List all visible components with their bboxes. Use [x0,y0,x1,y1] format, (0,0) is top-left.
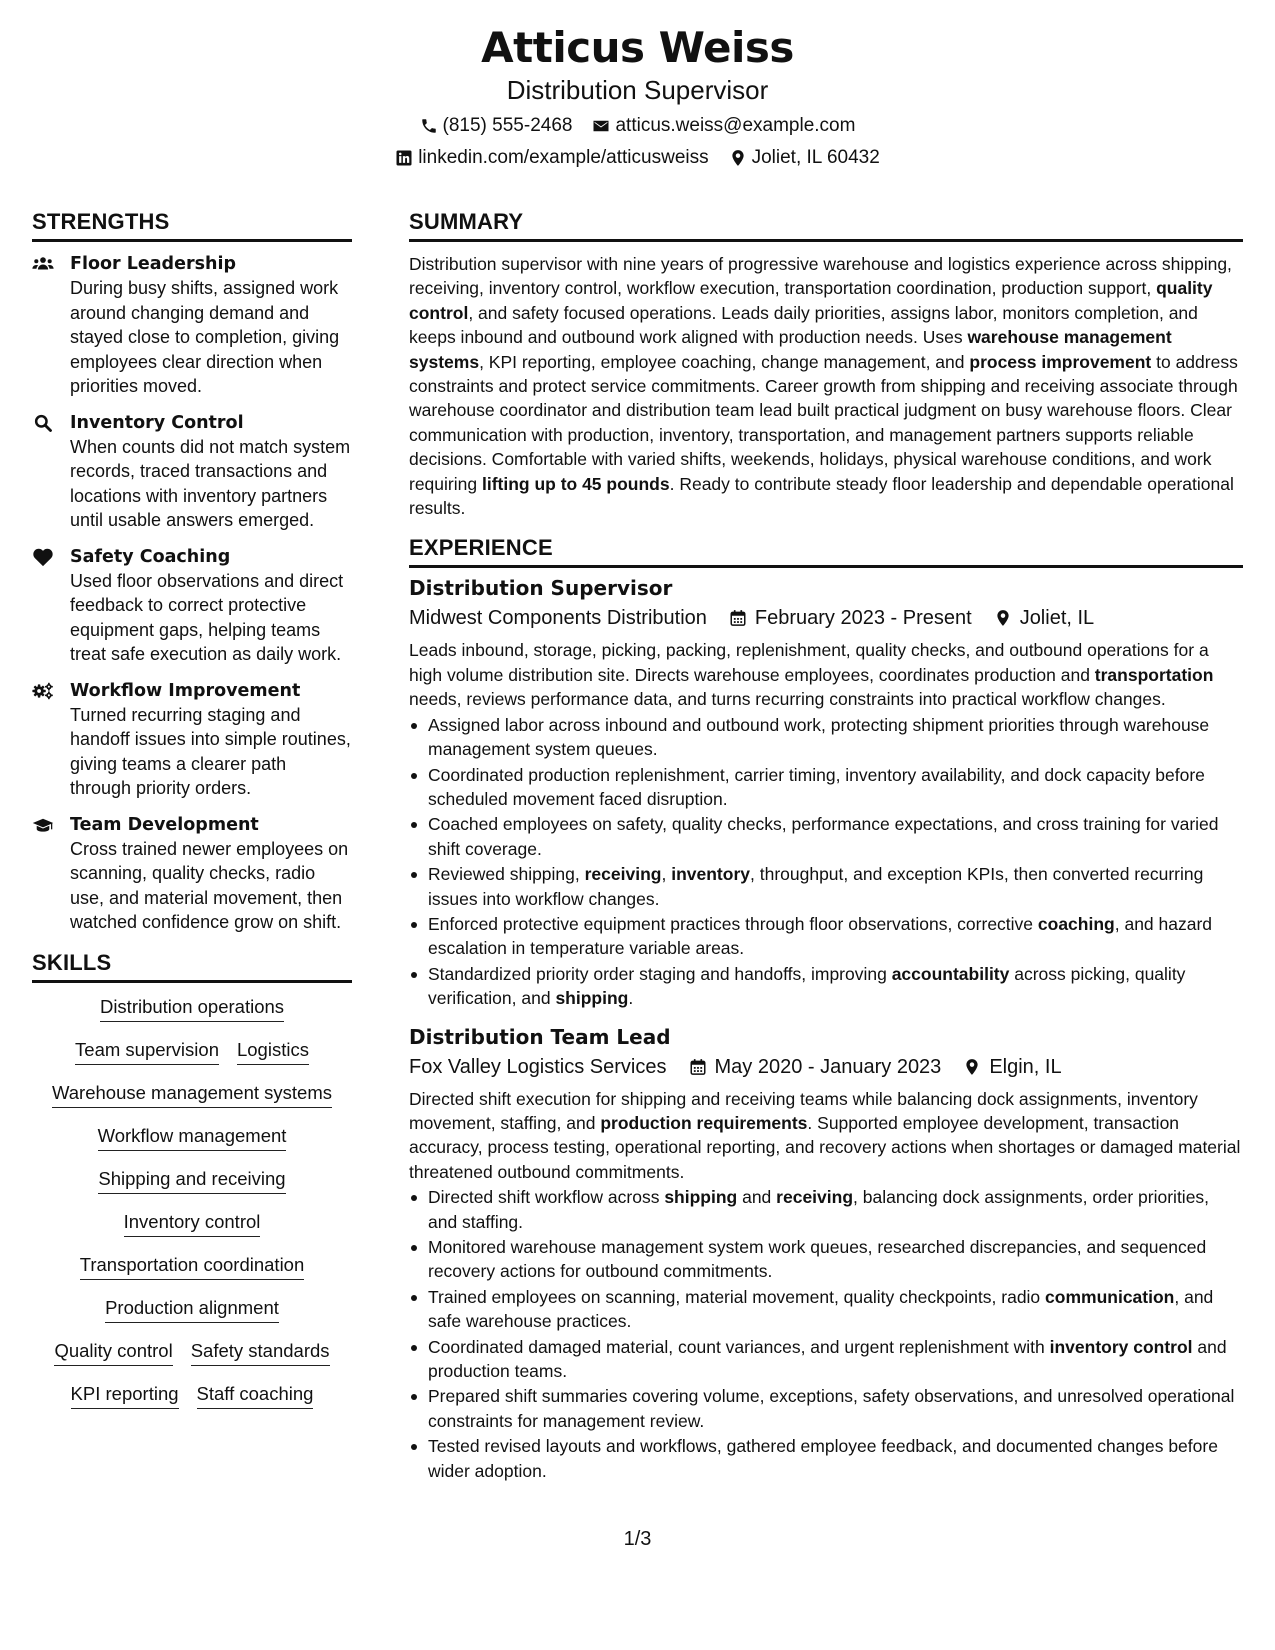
strengths-heading: STRENGTHS [32,208,352,242]
location-contact [729,146,880,170]
job-entry [409,574,1243,1010]
skill-tag: Team supervision [75,1038,219,1065]
bold-keyword: process improvement [969,351,1152,372]
list-item: Prepared shift summaries covering volume, exceptions, safety observations, and unresolved operational constraints for management review. [409,1384,1243,1433]
bold-keyword: quality control [409,278,1213,323]
skill-row [32,1210,352,1237]
right-column [409,208,1243,1484]
contact-row-2 [0,146,1275,170]
bold-keyword: transportation [1094,664,1214,685]
location-text: Joliet, IL 60432 [751,147,880,168]
strength-item [32,813,352,935]
strength-title: Inventory Control [70,412,244,433]
job-description: Directed shift execution for shipping and receiving teams while balancing dock assignments, inventory movement, staffing, and production requirements. Supported employee development, transaction accuracy, process testing, operational reporting, and recovery actions when shortages or damaged material threatened outbound commitments. [409,1088,1241,1182]
bold-keyword: shipping [555,988,629,1009]
company-name: Fox Valley Logistics Services [409,1055,667,1078]
skill-row [32,1296,352,1323]
bold-keyword: inventory [671,864,750,885]
strength-item [32,679,352,801]
job-meta [409,604,1243,632]
skill-tag: Workflow management [98,1124,287,1151]
phone-icon [420,117,438,135]
strength-title: Workflow Improvement [70,680,301,701]
skill-row [32,1339,352,1366]
phone-text: (815) 555-2468 [442,115,573,136]
bold-keyword: lifting up to 45 pounds [481,473,670,494]
list-item: Tested revised layouts and workflows, gathered employee feedback, and documented changes before wider adoption. [409,1434,1243,1483]
linkedin-text[interactable]: linkedin.com/example/atticusweiss [418,147,709,168]
candidate-name: Atticus Weiss [481,23,794,72]
skill-tag: Inventory control [124,1210,261,1237]
graduation-cap-icon [32,813,70,935]
skill-row [32,1038,352,1065]
linkedin-icon [395,149,413,167]
skill-tag: Logistics [237,1038,309,1065]
left-column [32,208,352,1425]
bold-keyword: accountability [891,963,1010,984]
skill-tag: Production alignment [105,1296,279,1323]
envelope-icon [592,117,610,135]
strength-body [70,679,352,801]
strength-description: Used floor observations and direct feedback to correct protective equipment gaps, helping teams treat safe execution as daily work. [70,570,344,664]
skill-tag: Shipping and receiving [98,1167,285,1194]
strength-item [32,411,352,533]
job-location: Elgin, IL [989,1055,1062,1078]
bold-keyword: receiving [776,1187,854,1208]
map-pin-icon [994,609,1012,627]
skills-list [32,995,352,1409]
strength-body [70,252,352,399]
list-item: Coordinated production replenishment, carrier timing, inventory availability, and dock capacity before scheduled movement faced disruption. [409,763,1243,812]
strength-description: Cross trained newer employees on scanning, quality checks, radio use, and material movement, then watched confidence grow on shift. [70,838,349,932]
map-pin-icon [729,149,747,167]
experience-heading: EXPERIENCE [409,534,1243,568]
list-item: Coordinated damaged material, count variances, and urgent replenishment with inventory control and production teams. [409,1335,1243,1384]
list-item: Coached employees on safety, quality checks, performance expectations, and cross training for varied shift coverage. [409,812,1243,861]
linkedin-contact[interactable] [395,146,708,170]
email-contact[interactable] [592,114,855,138]
calendar-icon [729,609,747,627]
skill-row [32,1124,352,1151]
job-location: Joliet, IL [1019,607,1095,630]
bold-keyword: warehouse management systems [409,327,1172,372]
strengths-list [32,252,352,935]
users-icon [32,252,70,399]
candidate-title: Distribution Supervisor [506,75,769,105]
email-text[interactable]: atticus.weiss@example.com [615,115,856,136]
search-icon [32,411,70,533]
skill-tag: Distribution operations [100,995,284,1022]
phone-contact [420,114,573,138]
strength-body [70,545,352,667]
list-item: Reviewed shipping, receiving, inventory, throughput, and exception KPIs, then converted recurring issues into workflow changes. [409,862,1243,911]
strength-title: Team Development [70,814,259,835]
job-entry [409,1023,1243,1484]
skill-tag: Quality control [54,1339,172,1366]
list-item: Trained employees on scanning, material movement, quality checkpoints, radio communication, and safe warehouse practices. [409,1285,1243,1334]
skill-tag: Staff coaching [197,1382,314,1409]
skill-tag: Warehouse management systems [52,1081,332,1108]
contact-row-1 [0,114,1275,138]
skill-row [32,1167,352,1194]
bold-keyword: production requirements [600,1112,808,1133]
summary-text: Distribution supervisor with nine years of progressive warehouse and logistics experience across shipping, receiving, inventory control, workflow execution, transportation coordination, production support, quality control, and safety focused operations. Leads daily priorities, assigns labor, monitors completion, and keeps inbound and outbound work aligned with production needs. Uses warehouse management systems, KPI reporting, employee coaching, change management, and process improvement to address constraints and protect service commitments. Career growth from shipping and receiving associate through warehouse coordinator and distribution team lead built practical judgment on busy warehouse floors. Clear communication with production, inventory, transportation, and management partners supports reliable decisions. Comfortable with varied shifts, weekends, holidays, physical warehouse conditions, and work requiring lifting up to 45 pounds. Ready to contribute steady floor leadership and dependable operational results. [409,254,1238,519]
gears-icon [32,679,70,801]
strength-item [32,252,352,399]
list-item: Standardized priority order staging and handoffs, improving accountability across picking, quality verification, and shipping. [409,962,1243,1011]
job-bullets [409,713,1243,1011]
map-pin-icon [963,1058,981,1076]
list-item: Directed shift workflow across shipping and receiving, balancing dock assignments, order priorities, and staffing. [409,1185,1243,1234]
bold-keyword: inventory control [1049,1336,1193,1357]
bold-keyword: receiving [584,864,662,885]
skills-heading: SKILLS [32,949,352,983]
strength-description: Turned recurring staging and handoff issues into simple routines, giving teams a clearer path through priority orders. [70,704,351,798]
job-dates: May 2020 - January 2023 [714,1055,942,1078]
skill-row [32,1253,352,1280]
strength-description: During busy shifts, assigned work around changing demand and stayed close to completion, giving employees clear direction when priorities moved. [70,278,340,396]
strength-body [70,813,352,935]
calendar-icon [689,1058,707,1076]
resume-header [0,22,1275,170]
skill-row [32,1081,352,1108]
list-item: Assigned labor across inbound and outbound work, protecting shipment priorities through warehouse management system queues. [409,713,1243,762]
company-name: Midwest Components Distribution [409,607,707,630]
bold-keyword: shipping [664,1187,738,1208]
job-bullets [409,1185,1243,1483]
skill-tag: Transportation coordination [80,1253,305,1280]
skill-row [32,995,352,1022]
job-description: Leads inbound, storage, picking, packing, replenishment, quality checks, and outbound operations for a high volume distribution site. Directs warehouse employees, coordinates production and transportation needs, reviews performance data, and turns recurring constraints into practical workflow changes. [409,640,1214,710]
bold-keyword: communication [1045,1286,1175,1307]
list-item: Enforced protective equipment practices through floor observations, corrective coaching, and hazard escalation in temperature variable areas. [409,912,1243,961]
job-title: Distribution Team Lead [409,1024,671,1049]
skill-row [32,1382,352,1409]
page-number: 1/3 [623,1528,652,1550]
summary-heading: SUMMARY [409,208,1243,242]
skill-tag: Safety standards [191,1339,330,1366]
heart-icon [32,545,70,667]
list-item: Monitored warehouse management system work queues, researched discrepancies, and sequenced recovery actions for outbound commitments. [409,1235,1243,1284]
strength-body [70,411,352,533]
strength-description: When counts did not match system records, traced transactions and locations with inventory partners until usable answers emerged. [70,436,351,530]
job-dates: February 2023 - Present [754,607,972,630]
job-title: Distribution Supervisor [409,576,673,601]
strength-title: Safety Coaching [70,546,231,567]
job-meta [409,1053,1243,1081]
skill-tag: KPI reporting [71,1382,179,1409]
strength-item [32,545,352,667]
strength-title: Floor Leadership [70,254,236,274]
bold-keyword: coaching [1037,913,1115,934]
experience-list [409,574,1243,1483]
